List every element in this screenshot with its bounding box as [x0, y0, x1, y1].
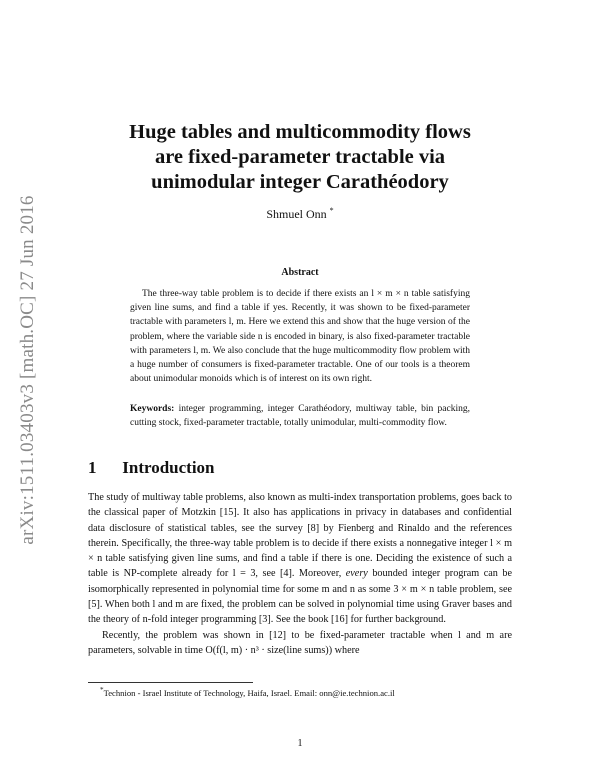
abstract-heading: Abstract	[281, 267, 319, 278]
section-heading	[88, 458, 215, 478]
intro-paragraph-1	[88, 490, 512, 628]
intro-paragraph-2: Recently, the problem was shown in [12] to be fixed-parameter tractable when l and m are parameters, solvable in time O(f(l, m) · n³ · size(line sums)) where	[88, 629, 512, 656]
title-line-1: Huge tables and multicommodity flows	[129, 121, 471, 143]
arxiv-identifier-text: arXiv:1511.03403v3 [math.OC] 27 Jun 2016	[17, 195, 38, 545]
footnote-text: Technion - Israel Institute of Technology, Haifa, Israel. Email: onn@ie.technion.ac.il	[103, 687, 395, 698]
author-footnote-mark: *	[329, 206, 334, 215]
footnote	[88, 684, 512, 699]
introduction-body	[88, 490, 512, 658]
intro-p1-part-1: The study of multiway table problems, also known as multi-index transportation problems, goes back to the classical paper of Motzkin [15]. It also has applications in privacy in databases and confidential data disclosure of statistical tables, see the survey [8] by Fienberg and Rinaldo and the references therein. Specifically, the three-way table problem is to decide if there exists a nonnegative integer l × m × n table satisfying given line sums, and find a table if there is one. Deciding the existence of such a table is NP-complete already for l = 3, see [4]. Moreover,	[88, 492, 512, 580]
page-number: 1	[297, 738, 303, 749]
keywords-text: integer programming, integer Carathéodory, multiway table, bin packing, cutting stock, fixed-parameter tractable, totally unimodular, multi-commodity flow.	[130, 404, 471, 429]
title-line-3: unimodular integer Carathéodory	[151, 171, 449, 193]
keywords-label: Keywords:	[130, 404, 175, 414]
abstract-body: The three-way table problem is to decide if there exists an l × m × n table satisfying given line sums, and find a table if yes. Recently, it was shown to be fixed-parameter tractable with parameters l, m. Here we extend this and show that the huge version of the problem, where the variable side n is encoded in binary, is also fixed-parameter tractable with parameters l, m. We also conclude that the huge multicommodity flow problem with a huge number of consumers is fixed-parameter tractable. One of our tools is a theorem about unimodular monoids which is of interest on its own right.	[130, 289, 470, 385]
author-name: Shmuel Onn	[266, 207, 327, 221]
section-number: 1	[88, 458, 97, 477]
author	[0, 206, 600, 222]
footnote-rule	[88, 682, 253, 683]
arxiv-identifier	[8, 178, 48, 563]
section-title: Introduction	[122, 458, 215, 477]
keywords	[130, 402, 470, 430]
intro-p1-emphasis: every	[345, 568, 368, 580]
footnote-mark: *	[100, 686, 104, 694]
intro-p1-part-2: bounded integer program can be isomorphically represented in polynomial time for some m and n as some 3 × m × n table problem, see [5]. When both l and m are fixed, the problem can be solved in polynomial time using Graver bases and the theory of n-fold integer programming [3]. See the book [16] for further background.	[88, 568, 512, 626]
paper-title	[80, 120, 520, 195]
title-line-2: are fixed-parameter tractable via	[154, 146, 446, 168]
